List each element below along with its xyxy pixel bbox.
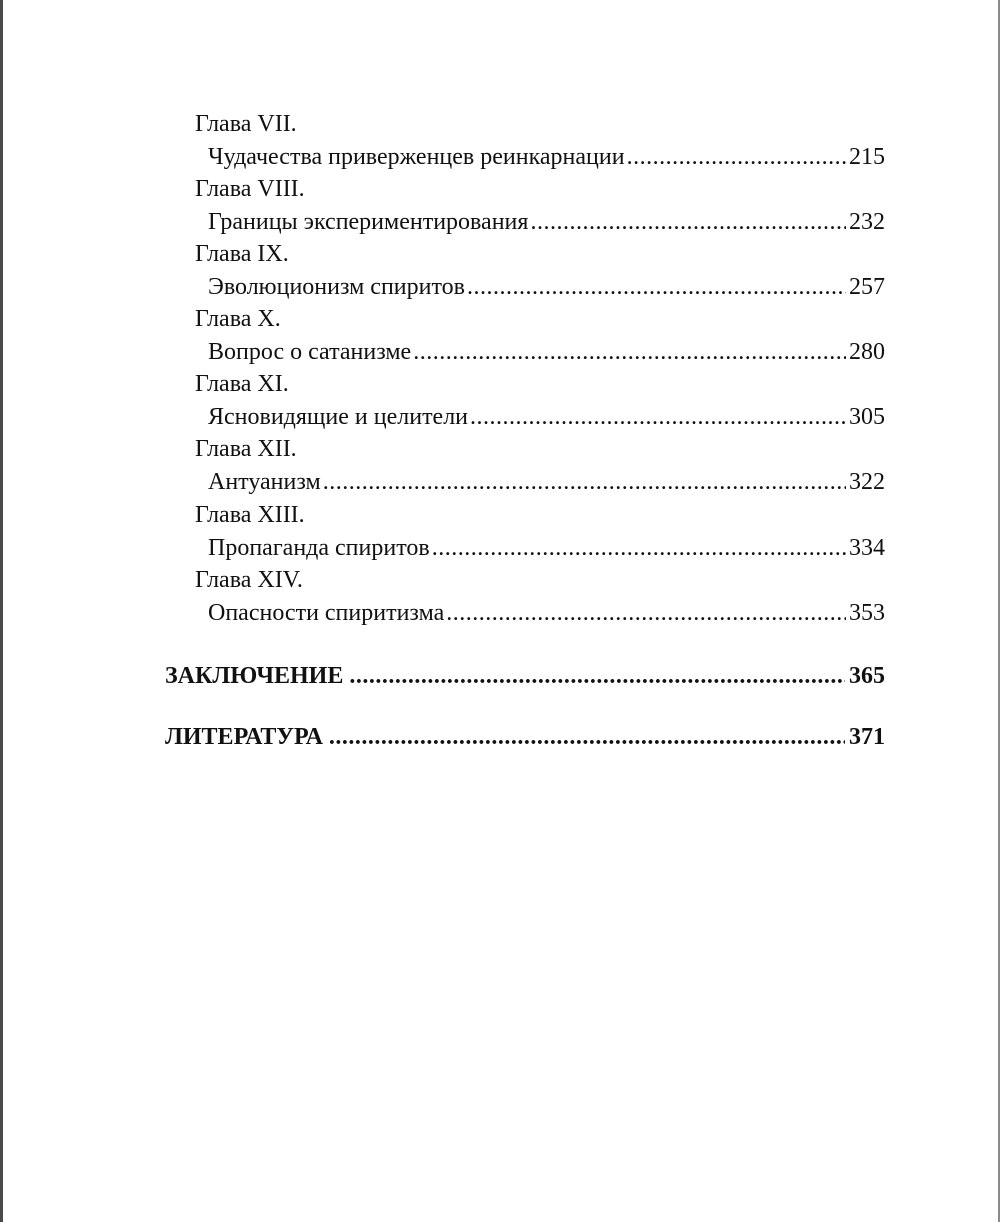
toc-literature xyxy=(165,722,885,752)
dot-leader xyxy=(530,207,846,237)
chapter-label: Глава XIII. xyxy=(195,502,305,528)
toc-chapter-12 xyxy=(195,434,885,497)
page-number: 257 xyxy=(849,274,885,300)
page-number: 305 xyxy=(849,404,885,430)
page-number: 334 xyxy=(849,535,885,561)
page-number: 232 xyxy=(849,209,885,235)
toc-entry xyxy=(195,598,885,628)
page-number: 353 xyxy=(849,600,885,626)
conclusion-title: ЗАКЛЮЧЕНИЕ xyxy=(165,663,344,689)
toc-conclusion xyxy=(165,661,885,691)
dot-leader xyxy=(323,467,846,497)
toc-entry xyxy=(195,337,885,367)
toc-entry xyxy=(195,533,885,563)
chapter-title: Пропаганда спиритов xyxy=(208,535,430,561)
dot-leader xyxy=(349,661,845,691)
chapter-label: Глава X. xyxy=(195,306,281,332)
page-number: 322 xyxy=(849,469,885,495)
dot-leader xyxy=(627,142,846,172)
toc-entry xyxy=(195,207,885,237)
literature-title: ЛИТЕРАТУРА xyxy=(165,724,323,750)
dot-leader xyxy=(446,598,846,628)
page-number: 280 xyxy=(849,339,885,365)
page-number: 371 xyxy=(849,724,885,750)
chapter-title: Ясновидящие и целители xyxy=(208,404,469,430)
toc-chapter-10 xyxy=(195,304,885,367)
chapter-title: Вопрос о сатанизме xyxy=(208,339,412,365)
chapter-title: Чудачества приверженцев реинкарнации xyxy=(208,144,625,170)
toc-chapter-7 xyxy=(195,109,885,172)
chapter-label: Глава VIII. xyxy=(195,176,305,202)
toc-entry xyxy=(195,402,885,432)
chapter-label: Глава XII. xyxy=(195,436,297,462)
toc-entry xyxy=(195,142,885,172)
chapter-label: Глава XI. xyxy=(195,371,289,397)
toc-entry xyxy=(195,467,885,497)
dot-leader xyxy=(467,272,846,302)
page-number: 365 xyxy=(849,663,885,689)
chapter-label: Глава IX. xyxy=(195,241,289,267)
chapter-title: Антуанизм xyxy=(208,469,321,495)
chapter-label: Глава VII. xyxy=(195,111,297,137)
dot-leader xyxy=(432,533,846,563)
dot-leader xyxy=(470,402,846,432)
toc-chapter-8 xyxy=(195,174,885,237)
toc-chapter-13 xyxy=(195,500,885,563)
dot-leader xyxy=(413,337,846,367)
toc-chapter-14 xyxy=(195,565,885,628)
toc-chapter-11 xyxy=(195,369,885,432)
chapter-title: Границы экспериментирования xyxy=(208,209,529,235)
dot-leader xyxy=(329,722,845,752)
chapter-title: Эволюционизм спиритов xyxy=(208,274,465,300)
toc-chapter-9 xyxy=(195,239,885,302)
chapter-label: Глава XIV. xyxy=(195,567,303,593)
chapter-title: Опасности спиритизма xyxy=(208,600,445,626)
toc-entry xyxy=(195,272,885,302)
page-number: 215 xyxy=(849,144,885,170)
